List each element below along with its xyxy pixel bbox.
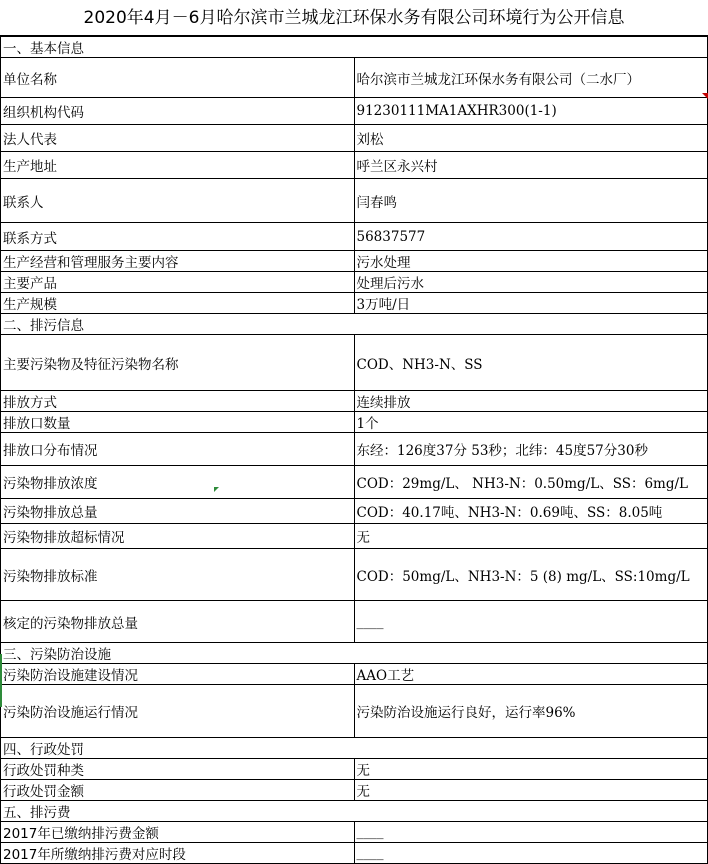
- row-label[interactable]: 2017年已缴纳排污费金额: [1, 822, 355, 843]
- table-row: [1, 179, 708, 223]
- row-value[interactable]: 无: [354, 524, 708, 549]
- row-label[interactable]: 法人代表: [1, 125, 355, 152]
- section-row: [1, 314, 708, 335]
- table-row: [1, 433, 708, 466]
- row-label[interactable]: 核定的污染物排放总量: [1, 601, 355, 643]
- table-row: [1, 293, 708, 314]
- row-label[interactable]: 联系方式: [1, 223, 355, 251]
- row-label[interactable]: 联系人: [1, 179, 355, 223]
- table-row: [1, 125, 708, 152]
- comment-indicator-icon[interactable]: [702, 93, 708, 99]
- section-row: [1, 801, 708, 822]
- row-value[interactable]: 处理后污水: [354, 272, 708, 293]
- section-facility: 三、污染防治设施: [1, 643, 708, 664]
- row-label[interactable]: 单位名称: [1, 58, 355, 98]
- section-row: [1, 37, 708, 58]
- row-label[interactable]: 行政处罚金额: [1, 780, 355, 801]
- row-value[interactable]: 连续排放: [354, 391, 708, 412]
- table-row: [1, 251, 708, 272]
- row-value[interactable]: 污染防治设施运行良好，运行率96%: [354, 685, 708, 738]
- row-label[interactable]: 生产经营和管理服务主要内容: [1, 251, 355, 272]
- row-label[interactable]: 2017年所缴纳排污费对应时段: [1, 843, 355, 864]
- row-value[interactable]: COD、NH3-N、SS: [354, 335, 708, 391]
- table-row: [1, 549, 708, 601]
- table-row: [1, 524, 708, 549]
- table-row: [1, 685, 708, 738]
- section-row: [1, 738, 708, 759]
- info-table: [0, 36, 708, 864]
- table-row: [1, 466, 708, 499]
- table-row: [1, 601, 708, 643]
- row-label[interactable]: 污染防治设施建设情况: [1, 664, 355, 685]
- table-row: [1, 152, 708, 179]
- table-row: [1, 759, 708, 780]
- row-value[interactable]: COD：50mg/L、NH3-N：5 (8) mg/L、SS:10mg/L: [354, 549, 708, 601]
- row-label[interactable]: 污染防治设施运行情况: [1, 685, 355, 738]
- row-value[interactable]: ____: [354, 843, 708, 864]
- table-row: [1, 272, 708, 293]
- row-value[interactable]: 56837577: [354, 223, 708, 251]
- table-row: [1, 780, 708, 801]
- row-value[interactable]: COD：40.17吨、NH3-N：0.69吨、SS：8.05吨: [354, 499, 708, 524]
- section-basic: 一、基本信息: [1, 37, 708, 58]
- row-label[interactable]: 组织机构代码: [1, 98, 355, 125]
- row-label[interactable]: 排放方式: [1, 391, 355, 412]
- section-fee: 五、排污费: [1, 801, 708, 822]
- row-label[interactable]: 污染物排放标准: [1, 549, 355, 601]
- table-row: [1, 335, 708, 391]
- row-value[interactable]: 无: [354, 759, 708, 780]
- table-row: [1, 843, 708, 864]
- row-label[interactable]: 污染物排放浓度: [1, 466, 355, 499]
- row-value[interactable]: 3万吨/日: [354, 293, 708, 314]
- row-value[interactable]: COD：29mg/L、 NH3-N：0.50mg/L、SS：6mg/L: [354, 466, 708, 499]
- row-value[interactable]: 刘松: [354, 125, 708, 152]
- row-value[interactable]: 呼兰区永兴村: [354, 152, 708, 179]
- row-marker: [0, 654, 2, 707]
- row-label[interactable]: 排放口数量: [1, 412, 355, 433]
- row-label[interactable]: 生产地址: [1, 152, 355, 179]
- row-label[interactable]: 排放口分布情况: [1, 433, 355, 466]
- row-value[interactable]: ____: [354, 601, 708, 643]
- row-label[interactable]: 生产规模: [1, 293, 355, 314]
- section-penalty: 四、行政处罚: [1, 738, 708, 759]
- row-label[interactable]: 污染物排放总量: [1, 499, 355, 524]
- row-label[interactable]: 行政处罚种类: [1, 759, 355, 780]
- row-value[interactable]: 1个: [354, 412, 708, 433]
- table-row: [1, 391, 708, 412]
- row-value[interactable]: AAO工艺: [354, 664, 708, 685]
- row-value[interactable]: 哈尔滨市兰城龙江环保水务有限公司（二水厂）: [354, 58, 708, 98]
- section-emission: 二、排污信息: [1, 314, 708, 335]
- section-row: [1, 643, 708, 664]
- table-row: [1, 664, 708, 685]
- error-indicator-icon[interactable]: [214, 487, 219, 492]
- row-value[interactable]: ____: [354, 822, 708, 843]
- table-row: [1, 98, 708, 125]
- table-row: [1, 822, 708, 843]
- row-value[interactable]: 无: [354, 780, 708, 801]
- row-value[interactable]: 东经：126度37分 53秒；北纬：45度57分30秒: [354, 433, 708, 466]
- row-value[interactable]: 污水处理: [354, 251, 708, 272]
- table-row: [1, 499, 708, 524]
- row-label[interactable]: 污染物排放超标情况: [1, 524, 355, 549]
- page-title: 2020年4月－6月哈尔滨市兰城龙江环保水务有限公司环境行为公开信息: [0, 0, 708, 36]
- table-row: [1, 58, 708, 98]
- row-value[interactable]: 91230111MA1AXHR300(1-1): [354, 98, 708, 125]
- row-label[interactable]: 主要产品: [1, 272, 355, 293]
- table-row: [1, 223, 708, 251]
- table-row: [1, 412, 708, 433]
- row-value[interactable]: 闫春鸣: [354, 179, 708, 223]
- row-label[interactable]: 主要污染物及特征污染物名称: [1, 335, 355, 391]
